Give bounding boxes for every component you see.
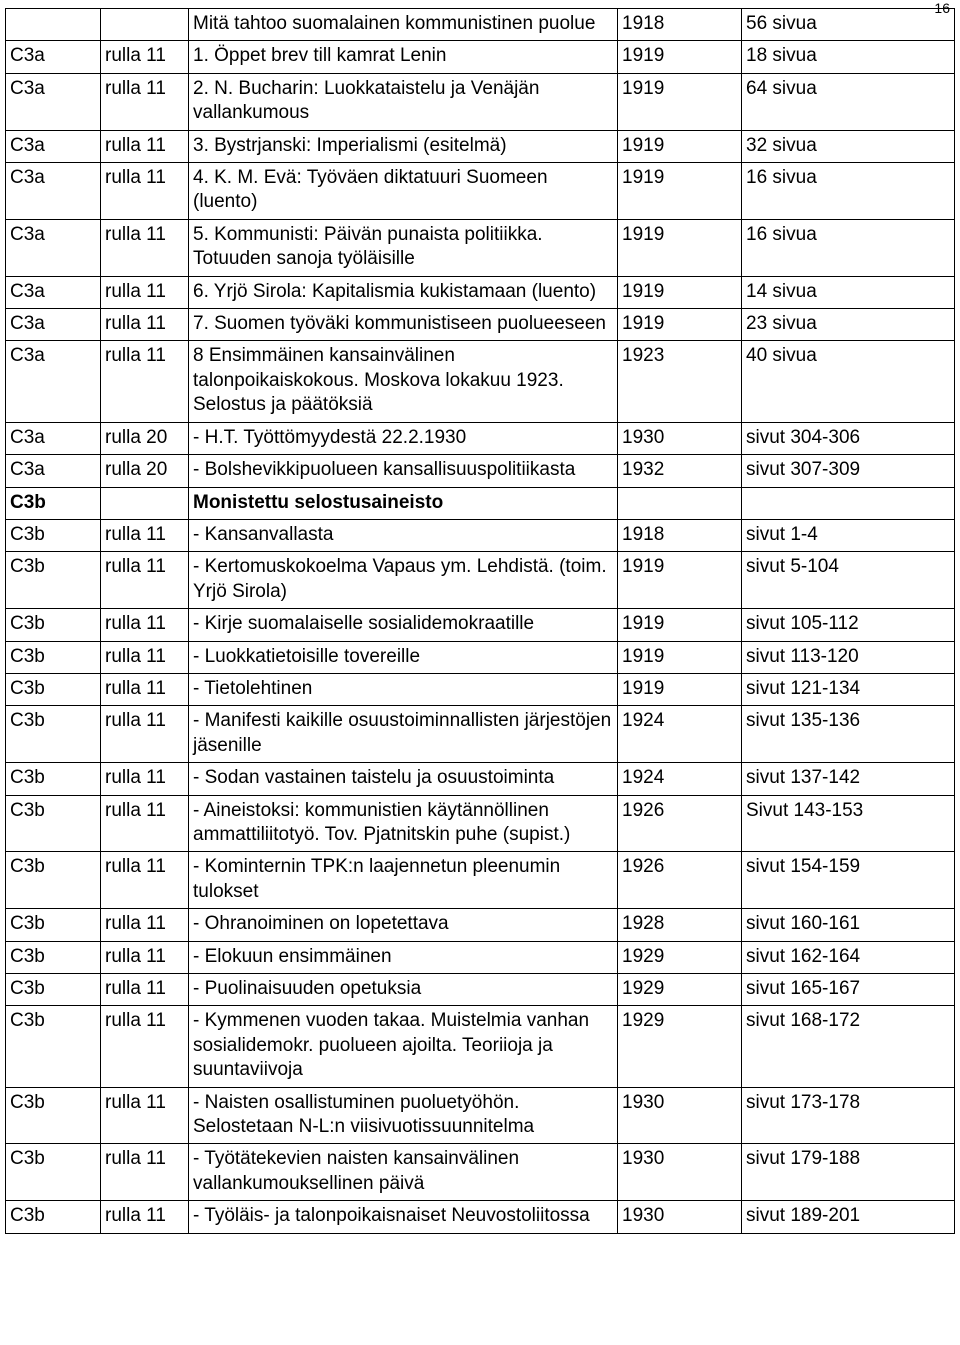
table-row bbox=[6, 276, 955, 308]
pages-cell: sivut 1-4 bbox=[742, 519, 955, 551]
table-row bbox=[6, 130, 955, 162]
series-cell: C3a bbox=[6, 341, 101, 422]
reel-cell: rulla 11 bbox=[101, 276, 189, 308]
pages-cell: sivut 162-164 bbox=[742, 941, 955, 973]
reel-cell: rulla 11 bbox=[101, 219, 189, 276]
reel-cell: rulla 11 bbox=[101, 519, 189, 551]
series-cell: C3b bbox=[6, 852, 101, 909]
pages-cell: sivut 160-161 bbox=[742, 909, 955, 941]
title-cell: - H.T. Työttömyydestä 22.2.1930 bbox=[189, 422, 618, 454]
series-cell: C3b bbox=[6, 1201, 101, 1233]
series-cell: C3a bbox=[6, 309, 101, 341]
table-row bbox=[6, 422, 955, 454]
table-row bbox=[6, 1201, 955, 1233]
series-cell: C3a bbox=[6, 455, 101, 487]
year-cell: 1929 bbox=[618, 941, 742, 973]
series-cell: C3b bbox=[6, 1144, 101, 1201]
reel-cell: rulla 11 bbox=[101, 73, 189, 130]
series-cell: C3b bbox=[6, 1087, 101, 1144]
table-row bbox=[6, 673, 955, 705]
table-row bbox=[6, 1006, 955, 1087]
table-row bbox=[6, 795, 955, 852]
table-row bbox=[6, 341, 955, 422]
pages-cell: sivut 307-309 bbox=[742, 455, 955, 487]
title-cell: - Kansanvallasta bbox=[189, 519, 618, 551]
table-row bbox=[6, 455, 955, 487]
reel-cell: rulla 20 bbox=[101, 422, 189, 454]
year-cell: 1930 bbox=[618, 1087, 742, 1144]
year-cell bbox=[618, 487, 742, 519]
title-cell: - Kertomuskokoelma Vapaus ym. Lehdistä. (toim. Yrjö Sirola) bbox=[189, 552, 618, 609]
pages-cell: sivut 189-201 bbox=[742, 1201, 955, 1233]
series-cell: C3a bbox=[6, 219, 101, 276]
pages-cell: sivut 121-134 bbox=[742, 673, 955, 705]
reel-cell: rulla 11 bbox=[101, 1201, 189, 1233]
series-cell: C3b bbox=[6, 552, 101, 609]
year-cell: 1919 bbox=[618, 73, 742, 130]
table-row bbox=[6, 909, 955, 941]
year-cell: 1919 bbox=[618, 130, 742, 162]
reel-cell: rulla 11 bbox=[101, 1087, 189, 1144]
pages-cell: 56 sivua bbox=[742, 9, 955, 41]
pages-cell: sivut 113-120 bbox=[742, 641, 955, 673]
year-cell: 1928 bbox=[618, 909, 742, 941]
title-cell: - Työtätekevien naisten kansainvälinen vallankumouksellinen päivä bbox=[189, 1144, 618, 1201]
series-cell: C3b bbox=[6, 795, 101, 852]
series-cell: C3a bbox=[6, 130, 101, 162]
series-cell: C3b bbox=[6, 706, 101, 763]
pages-cell: 40 sivua bbox=[742, 341, 955, 422]
title-cell: - Bolshevikkipuolueen kansallisuuspolitiikasta bbox=[189, 455, 618, 487]
archive-catalog-table bbox=[5, 8, 955, 1234]
reel-cell: rulla 11 bbox=[101, 795, 189, 852]
pages-cell: 16 sivua bbox=[742, 163, 955, 220]
table-row bbox=[6, 941, 955, 973]
year-cell: 1923 bbox=[618, 341, 742, 422]
reel-cell bbox=[101, 487, 189, 519]
year-cell: 1919 bbox=[618, 641, 742, 673]
pages-cell: sivut 173-178 bbox=[742, 1087, 955, 1144]
table-row bbox=[6, 552, 955, 609]
table-row bbox=[6, 163, 955, 220]
pages-cell: sivut 105-112 bbox=[742, 609, 955, 641]
title-cell: Mitä tahtoo suomalainen kommunistinen puolue bbox=[189, 9, 618, 41]
year-cell: 1924 bbox=[618, 763, 742, 795]
title-cell: - Manifesti kaikille osuustoiminnallisten järjestöjen jäsenille bbox=[189, 706, 618, 763]
reel-cell: rulla 11 bbox=[101, 941, 189, 973]
pages-cell: sivut 165-167 bbox=[742, 974, 955, 1006]
title-cell: - Tietolehtinen bbox=[189, 673, 618, 705]
title-cell: - Työläis- ja talonpoikaisnaiset Neuvostoliitossa bbox=[189, 1201, 618, 1233]
series-cell: C3b bbox=[6, 941, 101, 973]
year-cell: 1926 bbox=[618, 852, 742, 909]
reel-cell: rulla 11 bbox=[101, 130, 189, 162]
reel-cell: rulla 11 bbox=[101, 1006, 189, 1087]
series-cell: C3b bbox=[6, 974, 101, 1006]
year-cell: 1930 bbox=[618, 1201, 742, 1233]
year-cell: 1926 bbox=[618, 795, 742, 852]
reel-cell: rulla 20 bbox=[101, 455, 189, 487]
title-cell: - Kominternin TPK:n laajennetun pleenumin tulokset bbox=[189, 852, 618, 909]
page-number: 16 bbox=[934, 0, 950, 16]
pages-cell: 64 sivua bbox=[742, 73, 955, 130]
reel-cell bbox=[101, 9, 189, 41]
title-cell: - Kirje suomalaiselle sosialidemokraatille bbox=[189, 609, 618, 641]
series-cell: C3a bbox=[6, 73, 101, 130]
year-cell: 1919 bbox=[618, 276, 742, 308]
table-row bbox=[6, 1144, 955, 1201]
pages-cell: Sivut 143-153 bbox=[742, 795, 955, 852]
reel-cell: rulla 11 bbox=[101, 41, 189, 73]
pages-cell: sivut 5-104 bbox=[742, 552, 955, 609]
reel-cell: rulla 11 bbox=[101, 341, 189, 422]
pages-cell bbox=[742, 487, 955, 519]
reel-cell: rulla 11 bbox=[101, 163, 189, 220]
table-row bbox=[6, 41, 955, 73]
reel-cell: rulla 11 bbox=[101, 609, 189, 641]
reel-cell: rulla 11 bbox=[101, 673, 189, 705]
title-cell: - Aineistoksi: kommunistien käytännöllinen ammattiliitotyö. Tov. Pjatnitskin puhe (supist.) bbox=[189, 795, 618, 852]
year-cell: 1919 bbox=[618, 163, 742, 220]
year-cell: 1929 bbox=[618, 974, 742, 1006]
title-cell: 1. Öppet brev till kamrat Lenin bbox=[189, 41, 618, 73]
reel-cell: rulla 11 bbox=[101, 974, 189, 1006]
table-row bbox=[6, 519, 955, 551]
pages-cell: 14 sivua bbox=[742, 276, 955, 308]
series-cell: C3b bbox=[6, 641, 101, 673]
series-cell: C3b bbox=[6, 519, 101, 551]
reel-cell: rulla 11 bbox=[101, 552, 189, 609]
title-cell: 4. K. M. Evä: Työväen diktatuuri Suomeen (luento) bbox=[189, 163, 618, 220]
title-cell: - Puolinaisuuden opetuksia bbox=[189, 974, 618, 1006]
series-cell: C3a bbox=[6, 276, 101, 308]
table-row bbox=[6, 641, 955, 673]
series-cell: C3b bbox=[6, 763, 101, 795]
table-row bbox=[6, 487, 955, 519]
title-cell: 8 Ensimmäinen kansainvälinen talonpoikaiskokous. Moskova lokakuu 1923. Selostus ja päätöksiä bbox=[189, 341, 618, 422]
table-row bbox=[6, 609, 955, 641]
reel-cell: rulla 11 bbox=[101, 641, 189, 673]
reel-cell: rulla 11 bbox=[101, 706, 189, 763]
table-row bbox=[6, 1087, 955, 1144]
year-cell: 1919 bbox=[618, 309, 742, 341]
year-cell: 1924 bbox=[618, 706, 742, 763]
title-cell: 6. Yrjö Sirola: Kapitalismia kukistamaan (luento) bbox=[189, 276, 618, 308]
reel-cell: rulla 11 bbox=[101, 852, 189, 909]
year-cell: 1918 bbox=[618, 519, 742, 551]
title-cell: - Ohranoiminen on lopetettava bbox=[189, 909, 618, 941]
series-cell: C3a bbox=[6, 422, 101, 454]
table-row bbox=[6, 763, 955, 795]
year-cell: 1919 bbox=[618, 673, 742, 705]
title-cell: - Sodan vastainen taistelu ja osuustoiminta bbox=[189, 763, 618, 795]
year-cell: 1918 bbox=[618, 9, 742, 41]
pages-cell: sivut 154-159 bbox=[742, 852, 955, 909]
pages-cell: 16 sivua bbox=[742, 219, 955, 276]
table-row bbox=[6, 9, 955, 41]
title-cell: 7. Suomen työväki kommunistiseen puolueeseen bbox=[189, 309, 618, 341]
catalog-rows bbox=[6, 9, 955, 1234]
year-cell: 1930 bbox=[618, 422, 742, 454]
reel-cell: rulla 11 bbox=[101, 309, 189, 341]
pages-cell: 23 sivua bbox=[742, 309, 955, 341]
series-cell: C3b bbox=[6, 609, 101, 641]
reel-cell: rulla 11 bbox=[101, 763, 189, 795]
series-cell: C3b bbox=[6, 909, 101, 941]
pages-cell: sivut 179-188 bbox=[742, 1144, 955, 1201]
title-cell: - Kymmenen vuoden takaa. Muistelmia vanhan sosialidemokr. puolueen ajoilta. Teoriioja ja suuntaviivoja bbox=[189, 1006, 618, 1087]
year-cell: 1919 bbox=[618, 41, 742, 73]
pages-cell: 18 sivua bbox=[742, 41, 955, 73]
reel-cell: rulla 11 bbox=[101, 1144, 189, 1201]
table-row bbox=[6, 73, 955, 130]
series-cell: C3a bbox=[6, 41, 101, 73]
title-cell: - Luokkatietoisille tovereille bbox=[189, 641, 618, 673]
year-cell: 1930 bbox=[618, 1144, 742, 1201]
year-cell: 1932 bbox=[618, 455, 742, 487]
year-cell: 1919 bbox=[618, 552, 742, 609]
table-row bbox=[6, 219, 955, 276]
series-cell bbox=[6, 9, 101, 41]
year-cell: 1919 bbox=[618, 609, 742, 641]
title-cell: 2. N. Bucharin: Luokkataistelu ja Venäjän vallankumous bbox=[189, 73, 618, 130]
series-cell: C3b bbox=[6, 1006, 101, 1087]
pages-cell: sivut 135-136 bbox=[742, 706, 955, 763]
table-row bbox=[6, 852, 955, 909]
table-row bbox=[6, 974, 955, 1006]
year-cell: 1929 bbox=[618, 1006, 742, 1087]
pages-cell: sivut 304-306 bbox=[742, 422, 955, 454]
series-cell: C3b bbox=[6, 487, 101, 519]
pages-cell: 32 sivua bbox=[742, 130, 955, 162]
year-cell: 1919 bbox=[618, 219, 742, 276]
title-cell: Monistettu selostusaineisto bbox=[189, 487, 618, 519]
table-row bbox=[6, 309, 955, 341]
title-cell: - Elokuun ensimmäinen bbox=[189, 941, 618, 973]
series-cell: C3a bbox=[6, 163, 101, 220]
title-cell: - Naisten osallistuminen puoluetyöhön. Selostetaan N-L:n viisivuotissuunnitelma bbox=[189, 1087, 618, 1144]
title-cell: 5. Kommunisti: Päivän punaista politiikka. Totuuden sanoja työläisille bbox=[189, 219, 618, 276]
reel-cell: rulla 11 bbox=[101, 909, 189, 941]
pages-cell: sivut 137-142 bbox=[742, 763, 955, 795]
title-cell: 3. Bystrjanski: Imperialismi (esitelmä) bbox=[189, 130, 618, 162]
series-cell: C3b bbox=[6, 673, 101, 705]
pages-cell: sivut 168-172 bbox=[742, 1006, 955, 1087]
table-row bbox=[6, 706, 955, 763]
